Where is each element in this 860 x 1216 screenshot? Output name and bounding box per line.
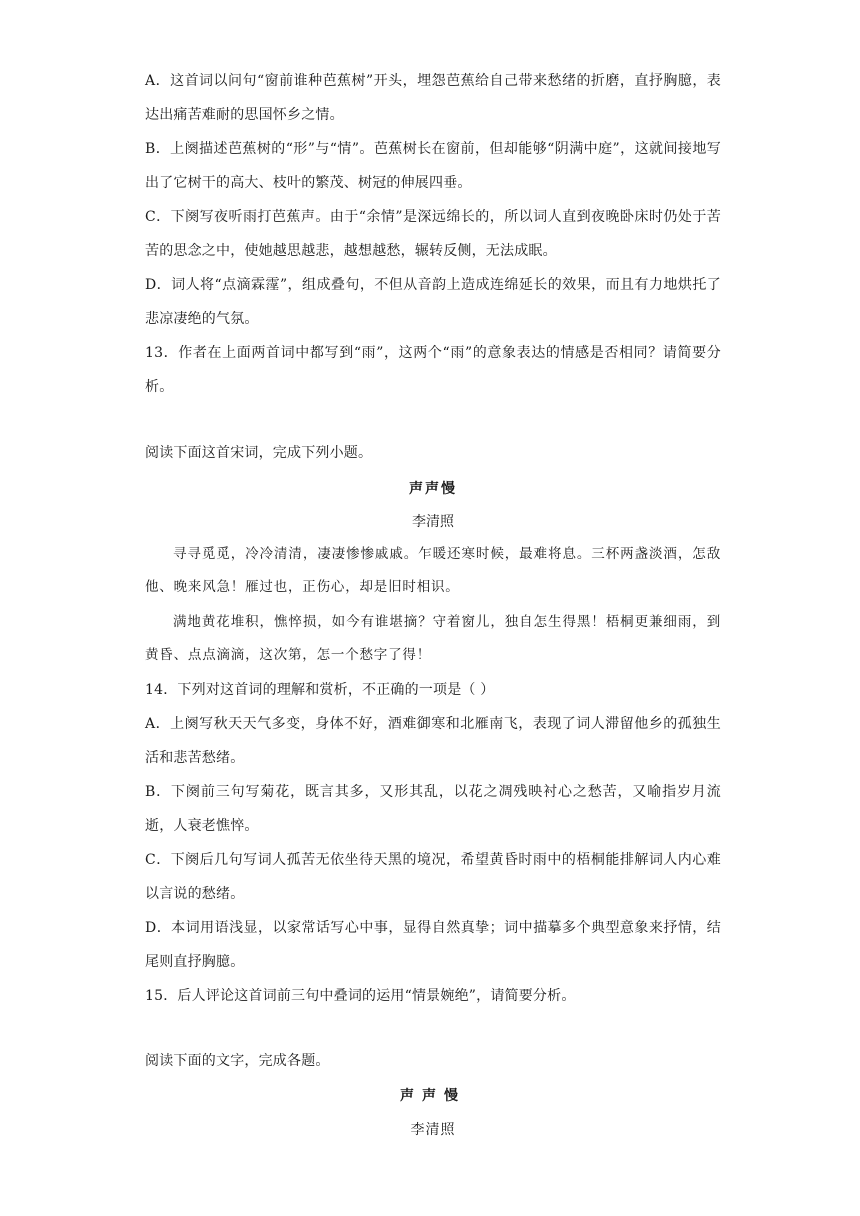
- question-15: 15．后人评论这首词前三句中叠词的运用“情景婉绝”，请简要分析。: [145, 988, 576, 1004]
- q12-option-c: C．下阕写夜听雨打芭蕉声。由于“余情”是深远绵长的，所以词人直到夜晚卧床时仍处于苦苦的思念之中，使她越思越悲，越想越愁，辗转反侧，无法成眠。: [145, 209, 721, 259]
- poem-stanza-1: 寻寻觅觅，冷冷清清，凄凄惨惨戚戚。乍暖还寒时候，最难将息。三杯两盏淡酒，怎敌他、晚来风急！雁过也，正伤心，却是旧时相识。: [145, 546, 721, 595]
- q14-option-b: B．下阕前三句写菊花，既言其多，又形其乱，以花之凋残映衬心之愁苦，又喻指岁月流逝，人衰老憔悴。: [145, 784, 721, 834]
- q14-option-a: A．上阕写秋天天气多变，身体不好，酒难御寒和北雁南飞，表现了词人滞留他乡的孤独生活和悲苦愁绪。: [145, 716, 721, 766]
- section3-title: 声声慢: [400, 1088, 466, 1104]
- section3-author: 李清照: [410, 1122, 456, 1138]
- section3-intro: 阅读下面的文字，完成各题。: [145, 1053, 330, 1069]
- q14-option-d: D．本词用语浅显，以家常话写心中事，显得自然真挚；词中描摹多个典型意象来抒情，结尾则直抒胸臆。: [145, 920, 721, 970]
- question-14-stem: 14．下列对这首词的理解和赏析，不正确的一项是（ ）: [145, 682, 495, 698]
- q14-option-c: C．下阕后几句写词人孤苦无依坐待天黑的境况，希望黄昏时雨中的梧桐能排解词人内心难以言说的愁绪。: [145, 852, 721, 902]
- q12-option-a: A．这首词以问句“窗前谁种芭蕉树”开头，埋怨芭蕉给自己带来愁绪的折磨，直抒胸臆，表达出痛苦难耐的思国怀乡之情。: [145, 73, 721, 123]
- poem-stanza-2: 满地黄花堆积，憔悴损，如今有谁堪摘？守着窗儿，独自怎生得黑！梧桐更兼细雨，到黄昏、点点滴滴，这次第，怎一个愁字了得！: [145, 614, 721, 663]
- poem-title: 声声慢: [409, 481, 457, 497]
- q12-option-d: D．词人将“点滴霖霪”，组成叠句，不但从音韵上造成连绵延长的效果，而且有力地烘托了悲凉凄绝的气氛。: [145, 277, 721, 327]
- question-13: 13．作者在上面两首词中都写到“雨”，这两个“雨”的意象表达的情感是否相同？请简要分析。: [145, 345, 721, 395]
- q12-option-b: B．上阕描述芭蕉树的“形”与“情”。芭蕉树长在窗前，但却能够“阴满中庭”，这就间接地写出了它树干的高大、枝叶的繁茂、树冠的伸展四垂。: [145, 141, 721, 191]
- poem-author: 李清照: [412, 514, 454, 530]
- section2-intro: 阅读下面这首宋词，完成下列小题。: [145, 445, 373, 461]
